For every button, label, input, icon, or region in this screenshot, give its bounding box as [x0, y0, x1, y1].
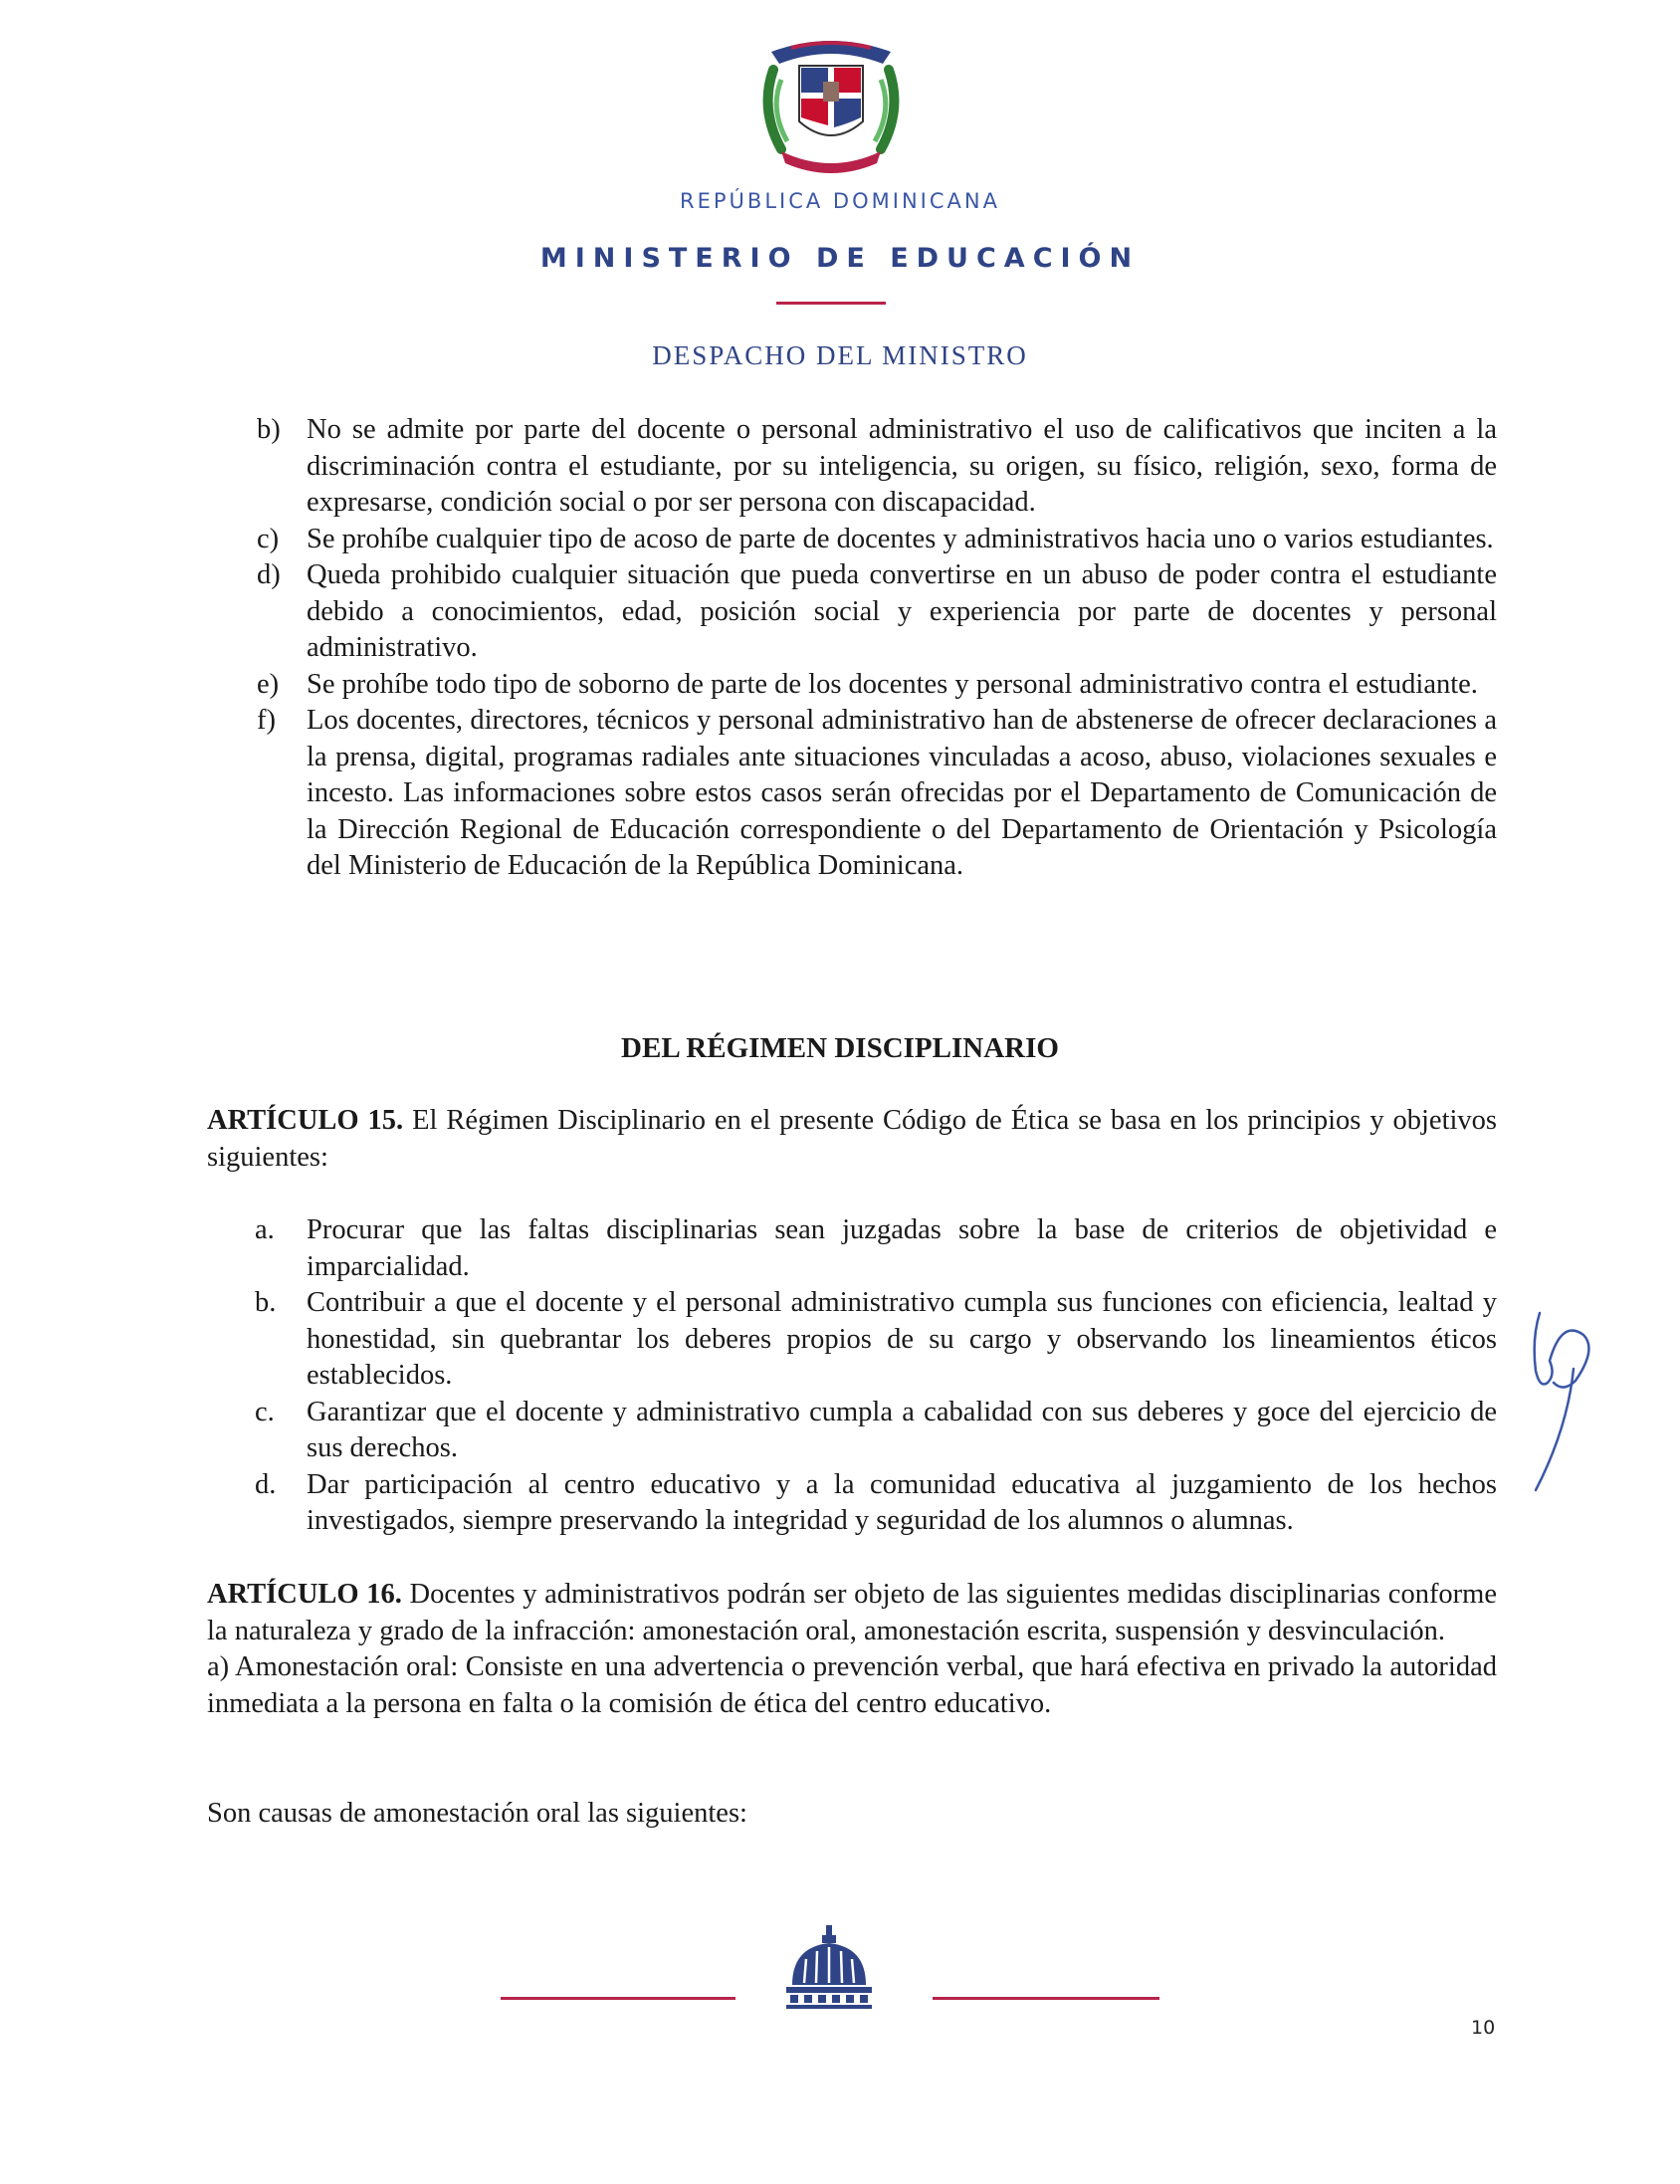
article-16 [207, 1577, 1497, 1722]
list-item [207, 1285, 1497, 1395]
article-label: ARTÍCULO 16. [207, 1579, 402, 1610]
palace-dome-icon [784, 1925, 874, 2009]
list-item-text: Se prohíbe cualquier tipo de acoso de parte de docentes y administrativos hacia uno o varios estudiantes. [307, 523, 1494, 554]
country-name: REPÚBLICA DOMINICANA [680, 189, 1000, 213]
footer-line-right [933, 1997, 1159, 2000]
header-divider [776, 302, 886, 305]
article-text: Docentes y administrativos podrán ser objeto de las siguientes medidas disciplinarias conforme la naturaleza y grado de la infracción: amonestación oral, amonestación escrita, suspensión y desvinculación. [207, 1579, 1497, 1646]
list-item-text: Queda prohibido cualquier situación que pueda convertirse en un abuso de poder contra el estudiante debido a conocimientos, edad, posición social y experiencia por parte de docentes y personal administrativo. [307, 559, 1497, 663]
principles-list [207, 1212, 1497, 1540]
list-item [207, 412, 1497, 522]
footer-line-left [501, 1997, 735, 2000]
ministry-name: MINISTERIO DE EDUCACIÓN [539, 243, 1141, 274]
list-item-label: f) [257, 705, 276, 736]
list-item-label: e) [257, 668, 280, 700]
list-item-label: c) [257, 523, 280, 554]
list-item-label: a. [255, 1214, 275, 1245]
list-item [207, 1395, 1497, 1467]
signature-mark-icon [1528, 1309, 1617, 1498]
section-heading: DEL RÉGIMEN DISCIPLINARIO [621, 1032, 1059, 1064]
prohibitions-list [207, 412, 1497, 885]
list-item-label: c. [255, 1396, 275, 1427]
list-item-label: b. [255, 1287, 277, 1318]
list-item-label: b) [257, 414, 281, 445]
list-item [207, 522, 1497, 558]
closing-line: Son causas de amonestación oral las siguientes: [207, 1798, 747, 1829]
list-item-text: Procurar que las faltas disciplinarias sean juzgadas sobre la base de criterios de objetividad e imparcialidad. [307, 1214, 1497, 1282]
page-number: 10 [1471, 2017, 1496, 2039]
list-item [207, 1212, 1497, 1285]
list-item [207, 1467, 1497, 1540]
list-item-text: Los docentes, directores, técnicos y personal administrativo han de abstenerse de ofrecer declaraciones a la prensa, digital, programas radiales ante situaciones vinculadas a acoso, abuso, violaciones sexuales e incesto. Las informaciones sobre estos casos serán ofrecidas por el Departamento de Comunicación de la Dirección Regional de Educación correspondiente o del Departamento de Orientación y Psicología del Ministerio de Educación de la República Dominicana. [307, 705, 1497, 881]
article-15 [207, 1103, 1497, 1176]
coat-of-arms-icon [751, 30, 911, 181]
list-item [207, 667, 1497, 704]
list-item-text: Dar participación al centro educativo y a la comunidad educativa al juzgamiento de los hechos investigados, siempre preservando la integridad y seguridad de los alumnos o alumnas. [307, 1468, 1497, 1536]
article-text: El Régimen Disciplinario en el presente Código de Ética se basa en los principios y objetivos siguientes: [207, 1105, 1497, 1173]
list-item-text: Se prohíbe todo tipo de soborno de parte de los docentes y personal administrativo contra el estudiante. [307, 668, 1478, 700]
list-item-text: Garantizar que el docente y administrativo cumpla a cabalidad con sus deberes y goce del ejercicio de sus derechos. [307, 1396, 1497, 1463]
list-item [207, 557, 1497, 667]
article-label: ARTÍCULO 15. [207, 1105, 404, 1136]
office-name: DESPACHO DEL MINISTRO [652, 340, 1028, 370]
list-item-label: d. [255, 1468, 277, 1500]
list-item [207, 703, 1497, 885]
list-item-label: d) [257, 559, 281, 590]
list-item-text: Contribuir a que el docente y el personal administrativo cumpla sus funciones con eficiencia, lealtad y honestidad, sin quebrantar los deberes propios de su cargo y observando los lineamientos éticos establecidos. [307, 1287, 1497, 1391]
article-sub-a: a) Amonestación oral: Consiste en una advertencia o prevención verbal, que hará efectiva en privado la autoridad inmediata a la persona en falta o la comisión de ética del centro educativo. [207, 1651, 1497, 1719]
list-item-text: No se admite por parte del docente o personal administrativo el uso de calificativos que inciten a la discriminación contra el estudiante, por su inteligencia, su origen, su físico, religión, sexo, forma de expresarse, condición social o por ser persona con discapacidad. [307, 414, 1497, 518]
